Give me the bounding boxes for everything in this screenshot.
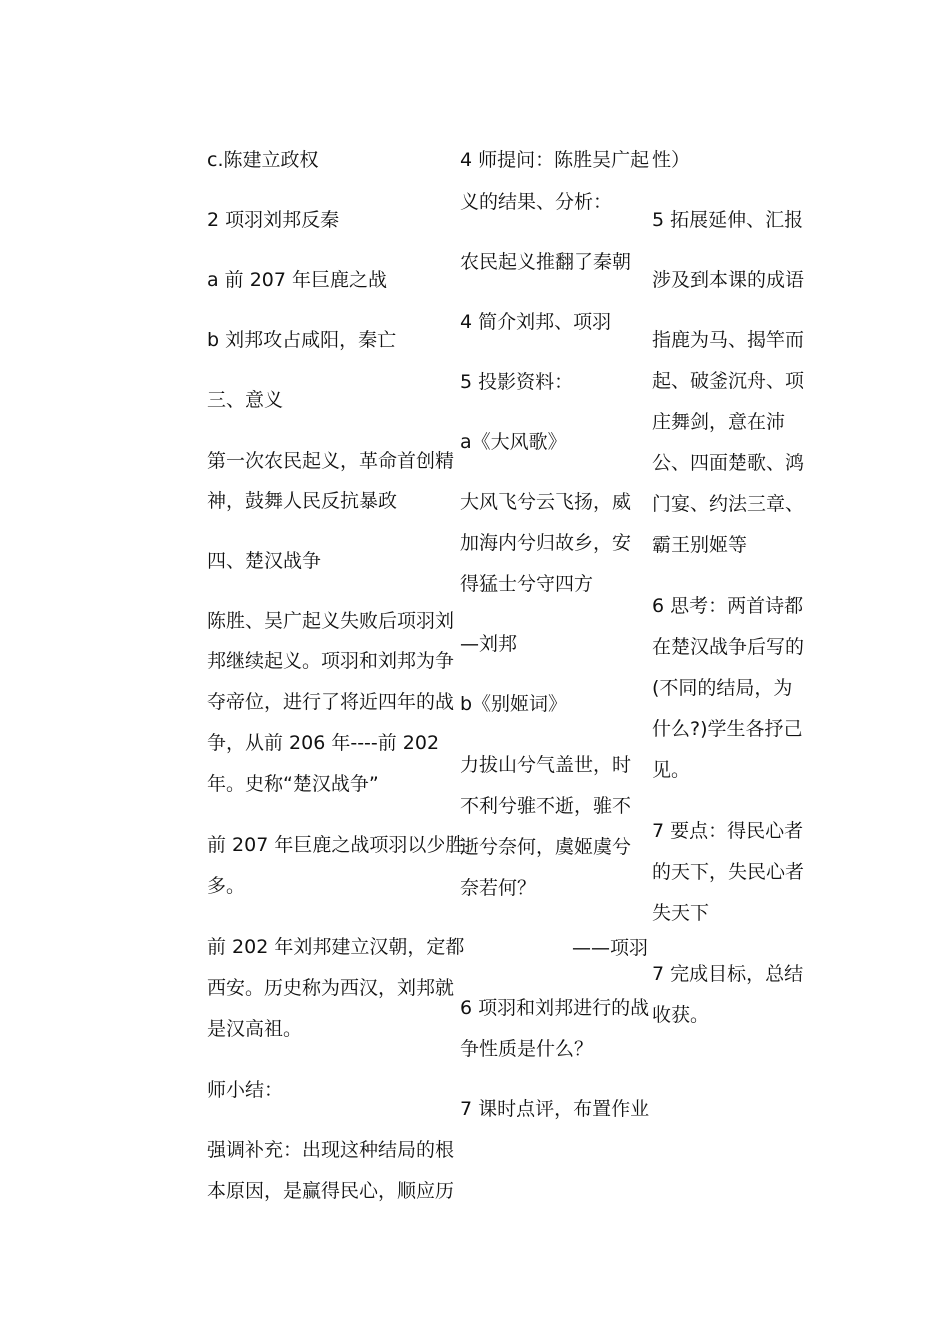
- col1-line: 神，鼓舞人民反抗暴政: [207, 490, 398, 512]
- col1-line: 四、楚汉战争: [207, 550, 322, 572]
- col1-line: 夺帝位，进行了将近四年的战: [207, 691, 455, 713]
- col1-line: 年。史称“楚汉战争”: [207, 773, 379, 795]
- col3-line: 什么?)学生各抒己: [652, 718, 803, 740]
- col1-line: 第一次农民起义，革命首创精: [207, 450, 455, 472]
- col2-line: a《大风歌》: [460, 431, 567, 453]
- col2-line: ——项羽: [572, 937, 649, 959]
- col1-line: 前 202 年刘邦建立汉朝，定都: [207, 936, 465, 958]
- col1-line: 陈胜、吴广起义失败后项羽刘: [207, 610, 455, 632]
- col2-line: 4 简介刘邦、项羽: [460, 311, 612, 333]
- col2-line: 5 投影资料：: [460, 371, 574, 393]
- col3-line: 门宴、约法三章、: [652, 493, 805, 515]
- col3-line: 涉及到本课的成语: [652, 269, 805, 291]
- col2-line: 得猛士兮守四方: [460, 573, 594, 595]
- col3-line: 收获。: [652, 1004, 710, 1026]
- col2-line: 奈若何？: [460, 877, 537, 899]
- col2-line: 逝兮奈何，虞姬虞兮: [460, 836, 632, 858]
- col3-line: 庄舞剑，意在沛: [652, 411, 786, 433]
- col2-line: 争性质是什么？: [460, 1038, 594, 1060]
- col2-line: 6 项羽和刘邦进行的战: [460, 997, 650, 1019]
- col3-line: 5 拓展延伸、汇报: [652, 209, 804, 231]
- col3-line: 的天下，失民心者: [652, 861, 805, 883]
- col1-line: 2 项羽刘邦反秦: [207, 209, 340, 231]
- col1-line: a 前 207 年巨鹿之战: [207, 269, 388, 291]
- col1-line: 多。: [207, 875, 246, 897]
- col2-line: 7 课时点评，布置作业: [460, 1098, 650, 1120]
- col1-line: 是汉高祖。: [207, 1018, 303, 1040]
- col1-line: 争，从前 206 年----前 202: [207, 732, 440, 754]
- col1-line: 西安。历史称为西汉，刘邦就: [207, 977, 455, 999]
- col1-line: 邦继续起义。项羽和刘邦为争: [207, 650, 455, 672]
- col2-line: 力拔山兮气盖世，时: [460, 754, 632, 776]
- col3-line: 指鹿为马、揭竿而: [652, 329, 805, 351]
- col1-line: 强调补充：出现这种结局的根: [207, 1139, 455, 1161]
- col3-line: 见。: [652, 759, 691, 781]
- col2-line: 不利兮骓不逝，骓不: [460, 795, 632, 817]
- col2-line: 农民起义推翻了秦朝: [460, 251, 632, 273]
- col3-line: 公、四面楚歌、鸿: [652, 452, 805, 474]
- col3-line: 7 要点：得民心者: [652, 820, 804, 842]
- col1-line: 师小结：: [207, 1079, 284, 1101]
- col3-line: 6 思考：两首诗都: [652, 595, 804, 617]
- col2-line: 大风飞兮云飞扬，威: [460, 491, 632, 513]
- col3-line: 霸王别姬等: [652, 534, 748, 556]
- col3-line: (不同的结局，为: [652, 677, 793, 699]
- col3-line: 7 完成目标，总结: [652, 963, 804, 985]
- col2-line: 义的结果、分析：: [460, 191, 613, 213]
- col1-line: 三、意义: [207, 389, 284, 411]
- col3-line: 在楚汉战争后写的: [652, 636, 805, 658]
- col1-line: 前 207 年巨鹿之战项羽以少胜: [207, 834, 465, 856]
- col1-line: c.陈建立政权: [207, 149, 319, 171]
- col1-line: 本原因，是赢得民心，顺应历: [207, 1180, 455, 1202]
- col2-line: 加海内兮归故乡，安: [460, 532, 632, 554]
- col1-line: b 刘邦攻占咸阳，秦亡: [207, 329, 397, 351]
- col2-line: b《别姬词》: [460, 693, 568, 715]
- col3-line: 失天下: [652, 902, 710, 924]
- col3-line: 起、破釜沉舟、项: [652, 370, 805, 392]
- col2-line: —刘邦: [460, 633, 518, 655]
- col2-line: 4 师提问：陈胜吴广起: [460, 149, 650, 171]
- col3-line: 性）: [652, 149, 691, 171]
